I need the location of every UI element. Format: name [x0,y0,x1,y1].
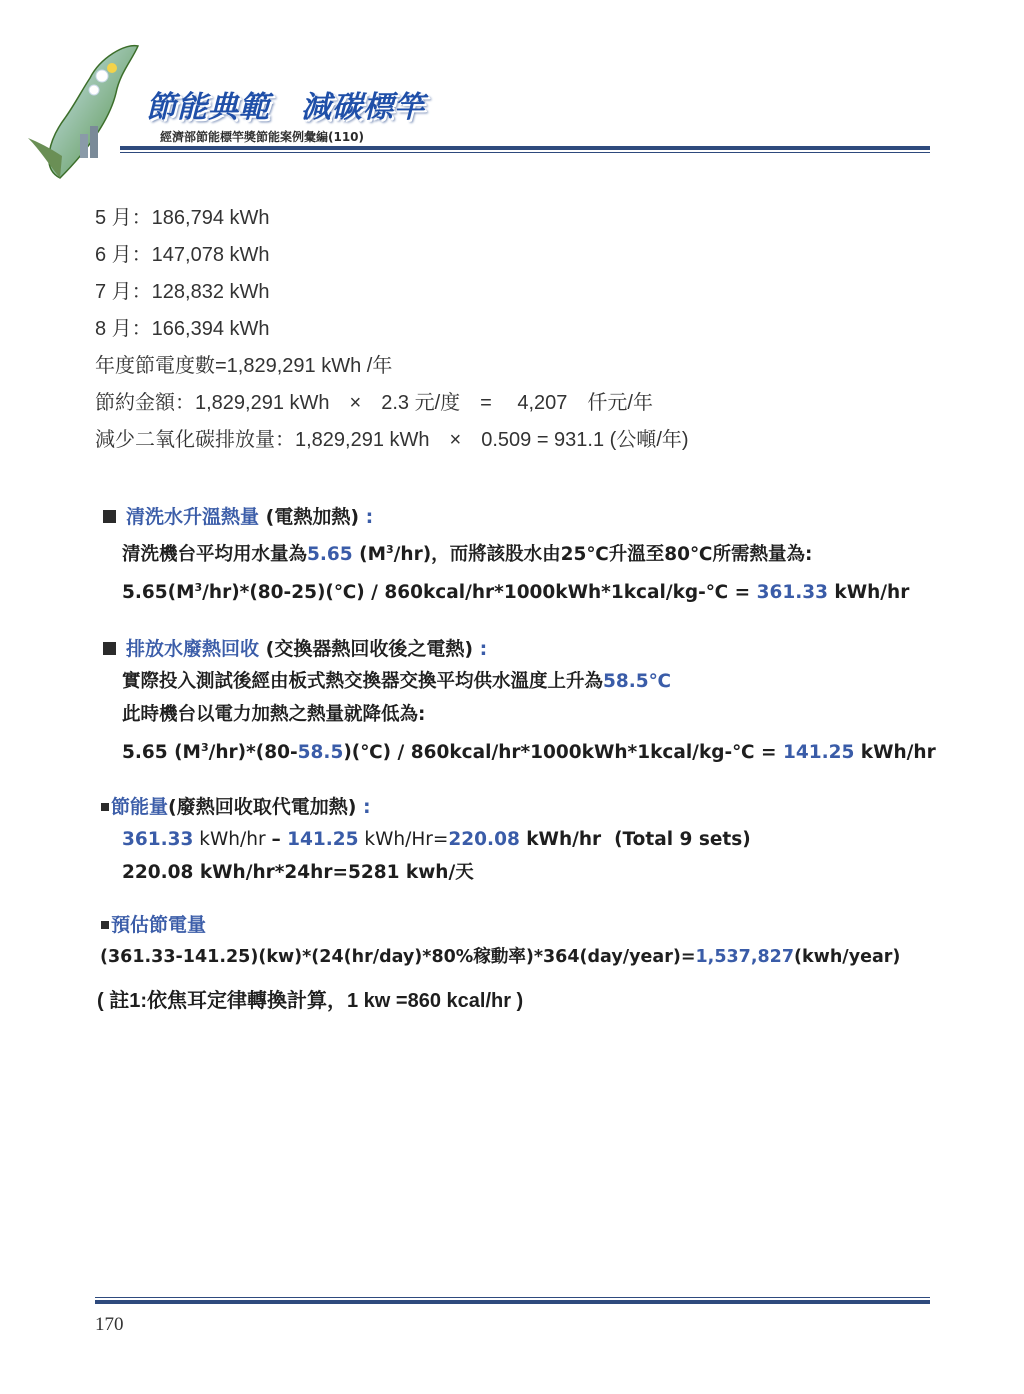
section-heading: 節能量(廢熱回收取代電加熱) : [95,791,945,823]
section-estimated-savings [95,909,945,974]
square-bullet-icon [101,921,109,929]
section-heading: 排放水廢熱回收 (交換器熱回收後之電熱) : [95,633,945,665]
header-rule-thin [120,152,930,153]
text-line: 7 月：128,832 kWh [95,281,270,303]
formula-line: 5.65 $(M^3/hr)*(80-58.5)(℃)$ / 860kcal/hr*1000kWh*1kcal/kg-℃ = 141.25 kWh/hr [122,741,936,764]
formula-line: (361.33-141.25)(kw)*(24(hr/day)*80%稼動率)*364(day/year)=1,537,827(kwh/year) [100,947,901,968]
annual-savings-line: 年度節電度數=1,829,291 kWh /年 [95,355,393,377]
monthly-savings-list [95,200,945,459]
header-rule-thick [120,146,930,150]
page-content [95,200,945,1013]
section-heading: 預估節電量 [95,909,945,941]
text-line: 清洗機台平均用水量為5.65 $(M^3/hr)$，而將該股水由25℃升溫至80℃所需熱量為: [122,543,813,566]
text-line: 實際投入測試後經由板式熱交換器交換平均供水溫度上升為58.5℃ [122,671,672,693]
formula-line: 361.33 kWh/hr – 141.25 kWh/Hr=220.08 kWh/hr (Total 9 sets) [122,829,751,851]
text-line: 此時機台以電力加熱之熱量就降低為: [122,704,426,726]
section-heating-load [95,501,945,609]
square-bullet-icon [103,510,116,523]
text-line: 5 月：186,794 kWh [95,207,270,229]
footer-rule-thick [95,1300,930,1304]
page-header [0,0,1024,190]
page-number: 170 [95,1314,124,1335]
footnote: ( 註1:依焦耳定律轉換計算，1 kw =860 kcal/hr ) [97,990,524,1013]
square-bullet-icon [101,803,109,811]
section-energy-savings [95,791,945,889]
formula-line: $5.65(M^3/hr)*(80-25)(℃)$ / 860kcal/hr*1000kWh*1kcal/kg-℃ = 361.33 kWh/hr [122,581,910,604]
text-line: 8 月：166,394 kWh [95,318,270,340]
header-subtitle: 經濟部節能標竿獎節能案例彙編(110) [160,130,365,144]
header-title: 節能典範 減碳標竿 [146,90,425,125]
section-waste-heat-recovery [95,633,945,769]
cost-savings-line: 節約金額：1,829,291 kWh × 2.3 元/度 = 4,207 仟元/年 [95,392,653,414]
co2-reduction-line: 減少二氧化碳排放量：1,829,291 kWh × 0.509 = 931.1 (公噸/年) [95,429,689,451]
formula-line: 220.08 kWh/hr*24hr=5281 kwh/天 [122,862,474,884]
square-bullet-icon [103,642,116,655]
section-heading: 清洗水升溫熱量 (電熱加熱) : [95,501,945,533]
text-line: 6 月：147,078 kWh [95,244,270,266]
footer-rule-thin [95,1297,930,1298]
